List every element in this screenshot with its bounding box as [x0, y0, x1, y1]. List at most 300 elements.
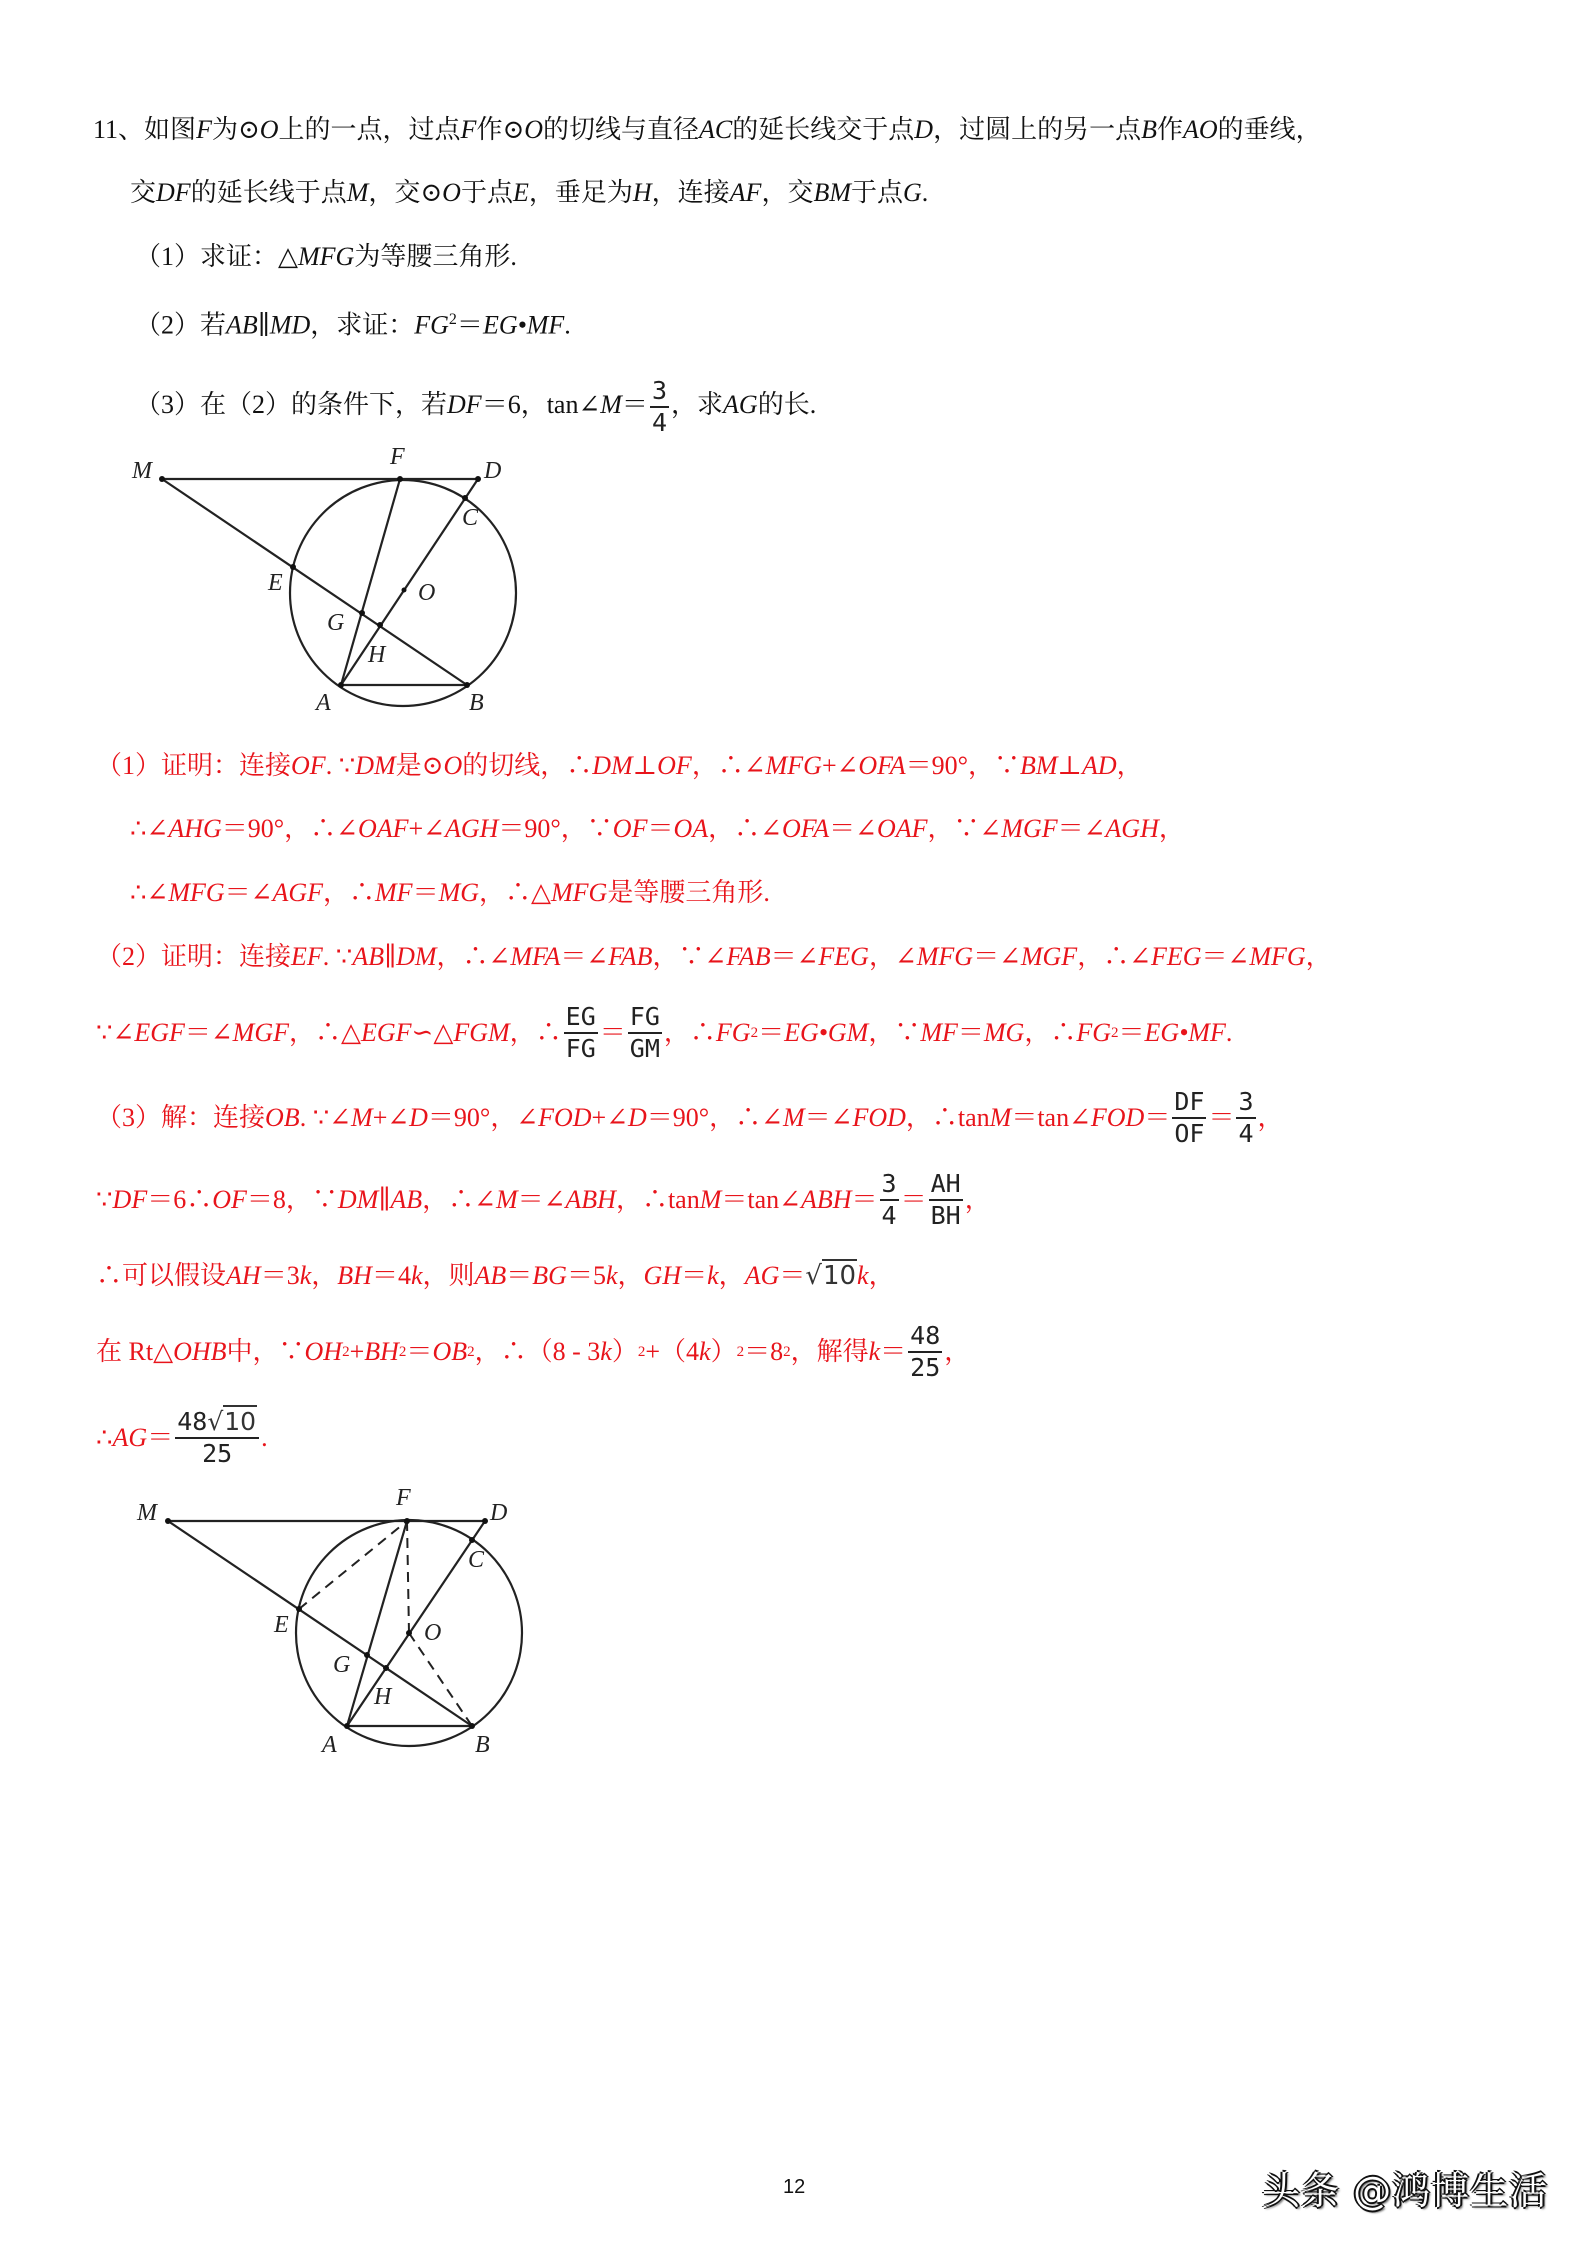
text: ，	[964, 1185, 991, 1214]
solution-part-3-line-2	[96, 1162, 991, 1238]
denominator: OF	[1174, 1119, 1205, 1148]
text: ＝∠	[973, 942, 1021, 971]
text: ，∴∠	[1077, 942, 1151, 971]
text: ，	[944, 1337, 971, 1366]
var: DF	[447, 389, 482, 419]
var: FEG	[818, 942, 869, 971]
var: EGF	[361, 1018, 412, 1047]
text: ，∴tan	[615, 1185, 700, 1214]
var: FGM	[453, 1018, 510, 1047]
text: ＝∠	[224, 878, 273, 907]
text: ，∵	[868, 1018, 921, 1047]
fraction-48-25	[908, 1321, 942, 1383]
text: ，∴∠	[708, 814, 782, 843]
geometry-figure-1	[0, 0, 600, 720]
text: ，垂足为	[528, 178, 633, 207]
text: ∵	[96, 1185, 113, 1214]
text: ）	[611, 1337, 638, 1366]
var: ABH	[565, 1185, 616, 1214]
text: . ∵	[322, 942, 353, 971]
text: ，则	[422, 1261, 475, 1290]
var: BM⊥AD	[1020, 751, 1117, 780]
text: 于点	[851, 178, 904, 207]
var: EG•MF	[482, 310, 565, 340]
var: M	[351, 1103, 373, 1132]
var: MFG	[916, 942, 974, 971]
text: ，∴∠	[422, 1185, 496, 1214]
text: ＝∠	[770, 942, 819, 971]
text: ，	[311, 1261, 338, 1290]
var: k	[299, 1261, 312, 1290]
text: ，	[1158, 814, 1185, 843]
text: ＝3	[260, 1261, 300, 1290]
var: k	[600, 1337, 612, 1366]
text: +∠	[408, 814, 445, 843]
text: ＝90°，∠	[427, 1103, 539, 1132]
text: ，	[868, 1261, 895, 1290]
text: ，∴	[1024, 1018, 1077, 1047]
text: ，交⊙	[368, 178, 443, 207]
var: FAB	[726, 942, 771, 971]
text: 的长.	[757, 389, 817, 419]
text: .	[1225, 1018, 1233, 1047]
problem-stem-line-1	[93, 113, 1322, 147]
var: AGH	[444, 814, 499, 843]
denominator: 25	[910, 1353, 941, 1382]
text: ∵∠	[96, 1018, 135, 1047]
var: MFG	[1249, 942, 1306, 971]
var: DM	[355, 751, 396, 780]
text: ＝∠	[804, 1103, 853, 1132]
text: ，∴△	[479, 878, 552, 907]
solution-final-answer	[96, 1400, 268, 1476]
var: D	[409, 1103, 428, 1132]
text: ，∴（8 - 3	[474, 1337, 601, 1366]
label-D: D	[490, 1500, 508, 1526]
var: FG	[414, 310, 449, 340]
text: ＝	[681, 1261, 708, 1290]
fraction-3-4	[1236, 1087, 1255, 1149]
label-H: H	[368, 642, 386, 668]
denominator: 25	[202, 1439, 233, 1468]
var: BH	[364, 1337, 399, 1366]
var: AG	[112, 1423, 148, 1452]
var: k	[868, 1337, 881, 1366]
text: （2）证明：连接	[96, 942, 292, 971]
text: .	[261, 1423, 268, 1452]
label-F: F	[396, 1485, 411, 1511]
var: k	[410, 1261, 423, 1290]
text: +∠	[372, 1103, 410, 1132]
text: ＝6∴	[147, 1185, 213, 1214]
radicand: 10	[822, 1261, 857, 1291]
var: EG•MF	[1144, 1018, 1226, 1047]
var: AH	[226, 1261, 261, 1290]
text: ∴∠	[130, 878, 169, 907]
var: MD	[269, 310, 311, 340]
text: ＝	[900, 1185, 927, 1214]
text: ，∴∠	[691, 751, 766, 780]
var: AG	[723, 389, 758, 419]
text: ＝	[1144, 1103, 1171, 1132]
text: ＝	[147, 1423, 174, 1452]
text: ＝	[599, 1018, 626, 1047]
var: MFG	[551, 878, 608, 907]
var: BM	[813, 178, 851, 207]
var: FAB	[608, 942, 653, 971]
text: ，∵∠	[652, 942, 727, 971]
exponent: 2	[467, 1344, 475, 1360]
text: ，∴	[509, 1018, 562, 1047]
fraction-ah-bh	[929, 1169, 963, 1231]
solution-part-2-line-2	[96, 995, 1232, 1071]
text: . ∵∠	[299, 1103, 352, 1132]
text: 作⊙	[476, 115, 525, 144]
var: F	[460, 115, 477, 144]
numerator: 3	[651, 376, 667, 405]
text: ＝	[406, 1337, 433, 1366]
text: 于点	[460, 178, 513, 207]
var: MFG	[168, 878, 225, 907]
var: DF	[112, 1185, 148, 1214]
problem-part-1	[135, 240, 517, 274]
text: 的切线与直径	[543, 115, 700, 144]
text: ，	[1116, 751, 1143, 780]
var: AGH	[1105, 814, 1159, 843]
text: ，∵∠	[927, 814, 1002, 843]
var: FEG	[1151, 942, 1202, 971]
text: ＝	[851, 1185, 878, 1214]
label-D: D	[484, 458, 502, 484]
var: M	[600, 389, 622, 419]
text: ＝	[506, 1261, 533, 1290]
label-E: E	[268, 570, 283, 596]
denominator: 4	[881, 1201, 897, 1230]
text: . ∵	[325, 751, 356, 780]
problem-stem-line-2	[130, 176, 928, 210]
var: AB	[474, 1261, 507, 1290]
geometry-figure-2	[0, 1400, 600, 1800]
var: MG	[438, 878, 480, 907]
text: ＝tan∠	[721, 1185, 801, 1214]
denominator: 4	[651, 408, 667, 437]
var: FOD	[538, 1103, 592, 1132]
var: MFG	[765, 751, 822, 780]
text: 为等腰三角形.	[354, 242, 517, 271]
label-H: H	[374, 1684, 392, 1710]
fraction-fg-gm	[628, 1002, 662, 1064]
text: ＝90°，∴∠	[646, 1103, 783, 1132]
numerator: FG	[629, 1002, 660, 1031]
text: 的延长线于点	[190, 178, 347, 207]
var: FG	[1076, 1018, 1112, 1047]
var: MF	[375, 878, 413, 907]
var: M	[699, 1185, 722, 1214]
square-root	[805, 1259, 857, 1291]
numerator: 3	[881, 1169, 897, 1198]
text: ，	[1257, 1103, 1284, 1132]
text: （1）求证：△	[135, 242, 298, 271]
exponent: 2	[1111, 1025, 1119, 1041]
var: OFA	[781, 814, 830, 843]
text: .	[564, 310, 571, 340]
numerator: 3	[1238, 1087, 1254, 1116]
exponent: 2	[736, 1344, 745, 1360]
var: DM∥AB	[337, 1185, 423, 1214]
var: O	[259, 115, 279, 144]
text: 的延长线交于点	[732, 115, 915, 144]
text: ∴可以假设	[96, 1261, 227, 1290]
var: OA	[673, 814, 709, 843]
solution-part-1-line-2	[130, 812, 1185, 846]
text: +∠	[591, 1103, 628, 1132]
exponent: 2	[750, 1025, 759, 1041]
fraction-eg-fg	[564, 1002, 598, 1064]
text: ，连接	[651, 178, 730, 207]
text: ，∴△	[289, 1018, 361, 1047]
label-O: O	[418, 580, 436, 606]
var: OF	[212, 1185, 247, 1214]
var: k	[707, 1261, 719, 1290]
text: ∥	[257, 310, 270, 340]
var: EGF	[134, 1018, 185, 1047]
text: ，∴	[323, 878, 376, 907]
var: EF	[291, 942, 323, 971]
var: OB	[432, 1337, 468, 1366]
label-B: B	[475, 1732, 490, 1758]
var: H	[632, 178, 652, 207]
text: ＝tan∠	[1011, 1103, 1091, 1132]
text: 作	[1156, 115, 1183, 144]
var: MFA	[510, 942, 561, 971]
var: G	[903, 178, 922, 207]
text: +（4	[645, 1337, 700, 1366]
var: M	[495, 1185, 518, 1214]
text: （1）证明：连接	[96, 751, 292, 780]
var: AO	[1182, 115, 1218, 144]
var: AB∥DM	[352, 942, 437, 971]
var: O	[443, 751, 463, 780]
var: DF	[156, 178, 191, 207]
text: 如图	[144, 115, 197, 144]
var: BH	[337, 1261, 372, 1290]
var: AGF	[272, 878, 323, 907]
var: OF	[291, 751, 326, 780]
text: 在 Rt△	[96, 1337, 174, 1366]
text: ＝8，∵	[246, 1185, 338, 1214]
text: ）	[710, 1337, 737, 1366]
fraction-df-of	[1172, 1087, 1206, 1149]
var: MF	[920, 1018, 958, 1047]
numerator: EG	[565, 1002, 596, 1031]
var: OAF	[876, 814, 928, 843]
text: ，∴tan	[905, 1103, 990, 1132]
watermark: 头条 @鸿博生活	[1262, 2169, 1549, 2213]
text: ＝	[647, 814, 674, 843]
text: 是等腰三角形.	[607, 878, 770, 907]
text: .	[921, 178, 929, 207]
var: FOD	[1090, 1103, 1145, 1132]
var: AG	[744, 1261, 780, 1290]
label-F: F	[390, 444, 405, 470]
solution-part-3-line-4	[96, 1314, 970, 1390]
var: DM⊥OF	[592, 751, 692, 780]
text: +	[349, 1337, 365, 1366]
text: 上的一点，过点	[278, 115, 461, 144]
var: FG	[715, 1018, 751, 1047]
label-C: C	[468, 1547, 485, 1573]
text: ，解得	[790, 1337, 869, 1366]
text: （3）在（2）的条件下，若	[135, 389, 448, 419]
text: 的切线，∴	[462, 751, 593, 780]
text: +∠	[821, 751, 859, 780]
solution-part-3-line-1	[96, 1080, 1284, 1156]
label-A: A	[322, 1732, 337, 1758]
text: ＝	[1208, 1103, 1235, 1132]
text: ＝5	[566, 1261, 606, 1290]
problem-part-3	[135, 376, 816, 438]
label-G: G	[327, 610, 345, 636]
text: ＝∠	[184, 1018, 233, 1047]
numerator: 48	[910, 1321, 941, 1350]
text: ，	[1305, 942, 1332, 971]
text: ∴	[96, 1423, 113, 1452]
text: ＝6，tan∠	[481, 389, 601, 419]
text: 中，∵	[226, 1337, 305, 1366]
var: O	[442, 178, 461, 207]
page-number: 12	[783, 2176, 806, 2198]
var: k	[857, 1261, 869, 1290]
text: ＝∠	[517, 1185, 566, 1214]
text: ，∠	[868, 942, 917, 971]
denominator: BH	[930, 1201, 961, 1230]
text: ＝	[621, 389, 648, 419]
text: ∴∠	[130, 814, 169, 843]
var: M	[782, 1103, 805, 1132]
text: ∽△	[411, 1018, 454, 1047]
text: ＝90°，∵	[498, 814, 613, 843]
exponent: 2	[448, 311, 457, 328]
text: （3）解：连接	[96, 1103, 266, 1132]
var: M	[346, 178, 369, 207]
text: ＝∠	[560, 942, 609, 971]
problem-part-2	[135, 303, 571, 343]
var: AHG	[168, 814, 222, 843]
denominator: GM	[629, 1034, 660, 1063]
exponent: 2	[398, 1344, 407, 1360]
text: 的垂线，	[1217, 115, 1322, 144]
label-G: G	[333, 1652, 351, 1678]
text: ＝∠	[1057, 814, 1106, 843]
text: 是⊙	[395, 751, 444, 780]
text: ＝∠	[829, 814, 877, 843]
exponent: 2	[637, 1344, 646, 1360]
fraction-3-4	[880, 1169, 899, 1231]
var: BG	[532, 1261, 567, 1290]
var: EG•GM	[784, 1018, 869, 1047]
label-M: M	[137, 1500, 157, 1526]
text: ＝4	[371, 1261, 411, 1290]
var: B	[1141, 115, 1157, 144]
fraction-final	[175, 1407, 259, 1469]
var: k	[605, 1261, 618, 1290]
solution-part-1-line-1	[96, 749, 1143, 783]
var: MG	[983, 1018, 1025, 1047]
var: D	[628, 1103, 647, 1132]
text: ，求证：	[310, 310, 415, 340]
var: OFA	[858, 751, 906, 780]
label-E: E	[274, 1612, 289, 1638]
text: 交	[130, 178, 157, 207]
var: GH	[643, 1261, 682, 1290]
text: ＝	[758, 1018, 785, 1047]
label-C: C	[462, 505, 479, 531]
var: AF	[729, 178, 762, 207]
text: 为⊙	[211, 115, 260, 144]
text: ＝∠	[1201, 942, 1250, 971]
text: ＝90°，∴∠	[221, 814, 358, 843]
solution-part-2-line-1	[96, 940, 1332, 974]
text: （2）若	[135, 310, 227, 340]
text: ，交	[761, 178, 814, 207]
coefficient: 48	[177, 1407, 208, 1436]
var: D	[914, 115, 934, 144]
exponent: 2	[783, 1344, 791, 1360]
text: ＝	[1118, 1018, 1145, 1047]
text: ＝	[456, 310, 483, 340]
radicand: 10	[224, 1407, 257, 1436]
var: OAF	[357, 814, 409, 843]
text: ＝8	[744, 1337, 784, 1366]
var: MGF	[232, 1018, 289, 1047]
circle-diagram	[0, 0, 600, 720]
label-B: B	[469, 690, 484, 716]
numerator: AH	[930, 1169, 961, 1198]
text: ＝	[880, 1337, 907, 1366]
var: OB	[265, 1103, 300, 1132]
var: OHB	[173, 1337, 227, 1366]
denominator: 4	[1238, 1119, 1254, 1148]
var: k	[699, 1337, 711, 1366]
radical-sign: √	[805, 1261, 822, 1291]
label-A: A	[316, 690, 331, 716]
label-M: M	[132, 458, 152, 484]
numerator: DF	[1174, 1087, 1205, 1116]
text: ＝90°，∵	[905, 751, 1020, 780]
var: M	[989, 1103, 1012, 1132]
label-O: O	[424, 1620, 442, 1646]
var: O	[524, 115, 544, 144]
problem-number: 11、	[93, 115, 145, 144]
var: AC	[699, 115, 733, 144]
circle-diagram-auxiliary	[0, 1400, 600, 1800]
numerator	[175, 1407, 259, 1437]
text: ，∴∠	[436, 942, 511, 971]
var: MFG	[298, 242, 355, 271]
text: ，	[718, 1261, 745, 1290]
var: F	[196, 115, 212, 144]
solution-part-3-line-3	[96, 1259, 895, 1293]
text: ，∴	[663, 1018, 716, 1047]
exponent: 2	[342, 1344, 350, 1360]
square-root: √10	[207, 1407, 257, 1436]
text: ＝	[779, 1261, 806, 1290]
text: ＝	[957, 1018, 984, 1047]
var: MGF	[1001, 814, 1058, 843]
var: FOD	[852, 1103, 906, 1132]
text: ＝	[412, 878, 439, 907]
var: AB	[226, 310, 258, 340]
